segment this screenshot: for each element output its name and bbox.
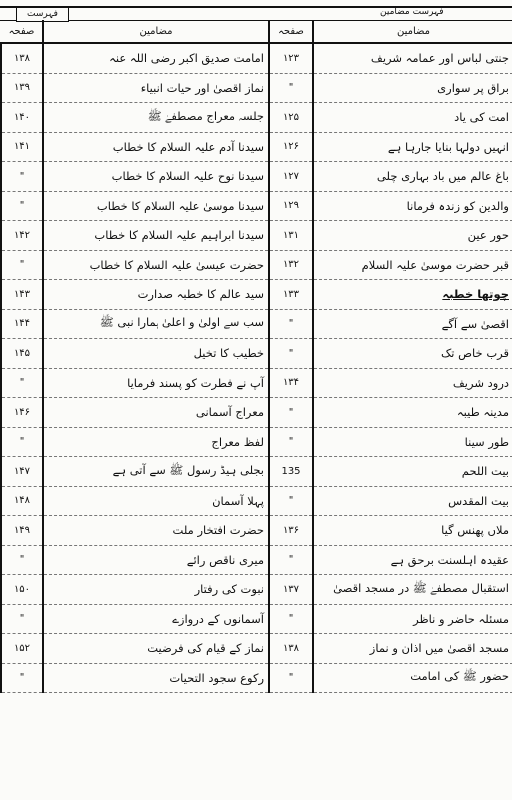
left-page-number: ۱۴۴ <box>1 309 43 339</box>
right-page-number: ۱۳۸ <box>269 634 313 664</box>
left-topic: بجلی ہیڈ رسول ﷺ سے آتی ہے <box>43 457 269 487</box>
top-rule <box>0 6 512 21</box>
right-topic: انہیں دولہا بنایا جارہا ہے <box>313 132 512 162</box>
table-row <box>1 309 512 339</box>
right-topic: بیت اللحم <box>313 457 512 487</box>
table-row <box>1 339 512 369</box>
right-topic: باغ عالم میں باد بہاری چلی <box>313 162 512 192</box>
left-page-number: " <box>1 663 43 693</box>
right-page-number: ۱۳۱ <box>269 221 313 251</box>
right-page-number: 135 <box>269 457 313 487</box>
right-page-number: ۱۳۲ <box>269 250 313 280</box>
right-topic: درود شریف <box>313 368 512 398</box>
right-topic: والدین کو زندہ فرمانا <box>313 191 512 221</box>
header-tab: فہرست <box>16 8 69 22</box>
right-page-number: ۱۲۳ <box>269 43 313 73</box>
table-row <box>1 427 512 457</box>
right-page-number: ۱۳۴ <box>269 368 313 398</box>
right-page-number: ۱۲۷ <box>269 162 313 192</box>
table-row <box>1 162 512 192</box>
left-page-number: ۱۴۲ <box>1 221 43 251</box>
right-page-number: " <box>269 339 313 369</box>
left-topic: آپ نے فطرت کو پسند فرمایا <box>43 368 269 398</box>
table-row <box>1 280 512 310</box>
right-page-heading: صفحہ <box>269 20 313 43</box>
left-topic: میری ناقص رائے <box>43 545 269 575</box>
right-topic: قبر حضرت موسیٰ علیہ السلام <box>313 250 512 280</box>
right-page-number: " <box>269 545 313 575</box>
table-row <box>1 486 512 516</box>
table-row <box>1 516 512 546</box>
right-page-number: ۱۲۶ <box>269 132 313 162</box>
left-topic: پہلا آسمان <box>43 486 269 516</box>
right-page-number: " <box>269 309 313 339</box>
table-row <box>1 604 512 634</box>
left-page-number: ۱۳۹ <box>1 73 43 103</box>
table-row <box>1 663 512 693</box>
left-topic: سیدنا ابراہیم علیہ السلام کا خطاب <box>43 221 269 251</box>
right-page-number: " <box>269 663 313 693</box>
left-page-number: ۱۴۸ <box>1 486 43 516</box>
right-page-number: " <box>269 73 313 103</box>
left-topic: معراج آسمانی <box>43 398 269 428</box>
left-page-number: " <box>1 368 43 398</box>
right-page-number: " <box>269 427 313 457</box>
right-topic: حضور ﷺ کی امامت <box>313 663 512 693</box>
left-page-number: ۱۵۰ <box>1 575 43 605</box>
right-topic: حور عین <box>313 221 512 251</box>
left-topic: رکوع سجود التحیات <box>43 663 269 693</box>
right-topic: عقیدہ اہلسنت برحق ہے <box>313 545 512 575</box>
right-topic: بیت المقدس <box>313 486 512 516</box>
table-row <box>1 43 512 73</box>
left-page-number: " <box>1 162 43 192</box>
left-topic: سیدنا نوح علیہ السلام کا خطاب <box>43 162 269 192</box>
left-topic: امامت صدیق اکبر رضی اللہ عنہ <box>43 43 269 73</box>
table-row <box>1 73 512 103</box>
table-row <box>1 191 512 221</box>
left-topic: سیدنا آدم علیہ السلام کا خطاب <box>43 132 269 162</box>
right-topic: مدینہ طیبہ <box>313 398 512 428</box>
left-page-number: ۱۴۶ <box>1 398 43 428</box>
left-page-number: ۱۴۳ <box>1 280 43 310</box>
left-topic: نماز کے قیام کی فرضیت <box>43 634 269 664</box>
table-row <box>1 634 512 664</box>
right-topic: ملاں پھنس گیا <box>313 516 512 546</box>
right-topic: مسئلہ حاضر و ناظر <box>313 604 512 634</box>
right-topic: جنتی لباس اور عمامہ شریف <box>313 43 512 73</box>
right-topic: استقبال مصطفےٰ ﷺ در مسجد اقصیٰ <box>313 575 512 605</box>
table-row <box>1 103 512 133</box>
contents-grid <box>0 20 512 800</box>
table-row <box>1 368 512 398</box>
right-topic: چوتھا خطبہ <box>313 280 512 310</box>
table-row <box>1 575 512 605</box>
left-page-number: ۱۴۷ <box>1 457 43 487</box>
right-topic: براق پر سواری <box>313 73 512 103</box>
left-page-number: " <box>1 604 43 634</box>
right-page-number: ۱۲۵ <box>269 103 313 133</box>
table-row <box>1 545 512 575</box>
right-page-number: ۱۳۷ <box>269 575 313 605</box>
right-page-number: ۱۳۳ <box>269 280 313 310</box>
header-row <box>1 20 512 43</box>
left-topic: حضرت عیسیٰ علیہ السلام کا خطاب <box>43 250 269 280</box>
left-topic: آسمانوں کے دروازے <box>43 604 269 634</box>
left-page-number: " <box>1 545 43 575</box>
table-row <box>1 457 512 487</box>
right-topic: قرب خاص تک <box>313 339 512 369</box>
header-title: فہرست مضامین <box>380 7 444 17</box>
right-topic: اقصیٰ سے آگے <box>313 309 512 339</box>
table-row <box>1 398 512 428</box>
left-page-number: " <box>1 250 43 280</box>
right-page-number: " <box>269 486 313 516</box>
left-page-number: ۱۳۸ <box>1 43 43 73</box>
table-row <box>1 221 512 251</box>
right-page-number: " <box>269 604 313 634</box>
left-topic: سید عالم کا خطبہ صدارت <box>43 280 269 310</box>
right-page-number: " <box>269 398 313 428</box>
right-topic: امت کی یاد <box>313 103 512 133</box>
left-topic: نبوت کی رفتار <box>43 575 269 605</box>
left-page-heading: صفحہ <box>1 20 43 43</box>
left-topic: حضرت افتخار ملت <box>43 516 269 546</box>
left-topic: سب سے اولیٰ و اعلیٰ ہمارا نبی ﷺ <box>43 309 269 339</box>
contents-table <box>0 20 512 693</box>
left-topic: لفظ معراج <box>43 427 269 457</box>
left-topic: سیدنا موسیٰ علیہ السلام کا خطاب <box>43 191 269 221</box>
right-topic: مسجد اقصیٰ میں اذان و نماز <box>313 634 512 664</box>
right-page-number: ۱۲۹ <box>269 191 313 221</box>
left-topic: جلسہ معراج مصطفےٰ ﷺ <box>43 103 269 133</box>
left-page-number: " <box>1 191 43 221</box>
left-page-number: ۱۴۰ <box>1 103 43 133</box>
left-topic: نماز اقصیٰ اور حیات انبیاء <box>43 73 269 103</box>
table-row <box>1 132 512 162</box>
left-topic: خطیب کا تخیل <box>43 339 269 369</box>
left-page-number: " <box>1 427 43 457</box>
left-page-number: ۱۴۱ <box>1 132 43 162</box>
table-row <box>1 250 512 280</box>
right-page-number: ۱۳۶ <box>269 516 313 546</box>
left-page-number: ۱۴۹ <box>1 516 43 546</box>
right-topic-heading: مضامین <box>313 20 512 43</box>
left-page-number: ۱۵۲ <box>1 634 43 664</box>
left-topic-heading: مضامین <box>43 20 269 43</box>
right-topic: طور سینا <box>313 427 512 457</box>
left-page-number: ۱۴۵ <box>1 339 43 369</box>
